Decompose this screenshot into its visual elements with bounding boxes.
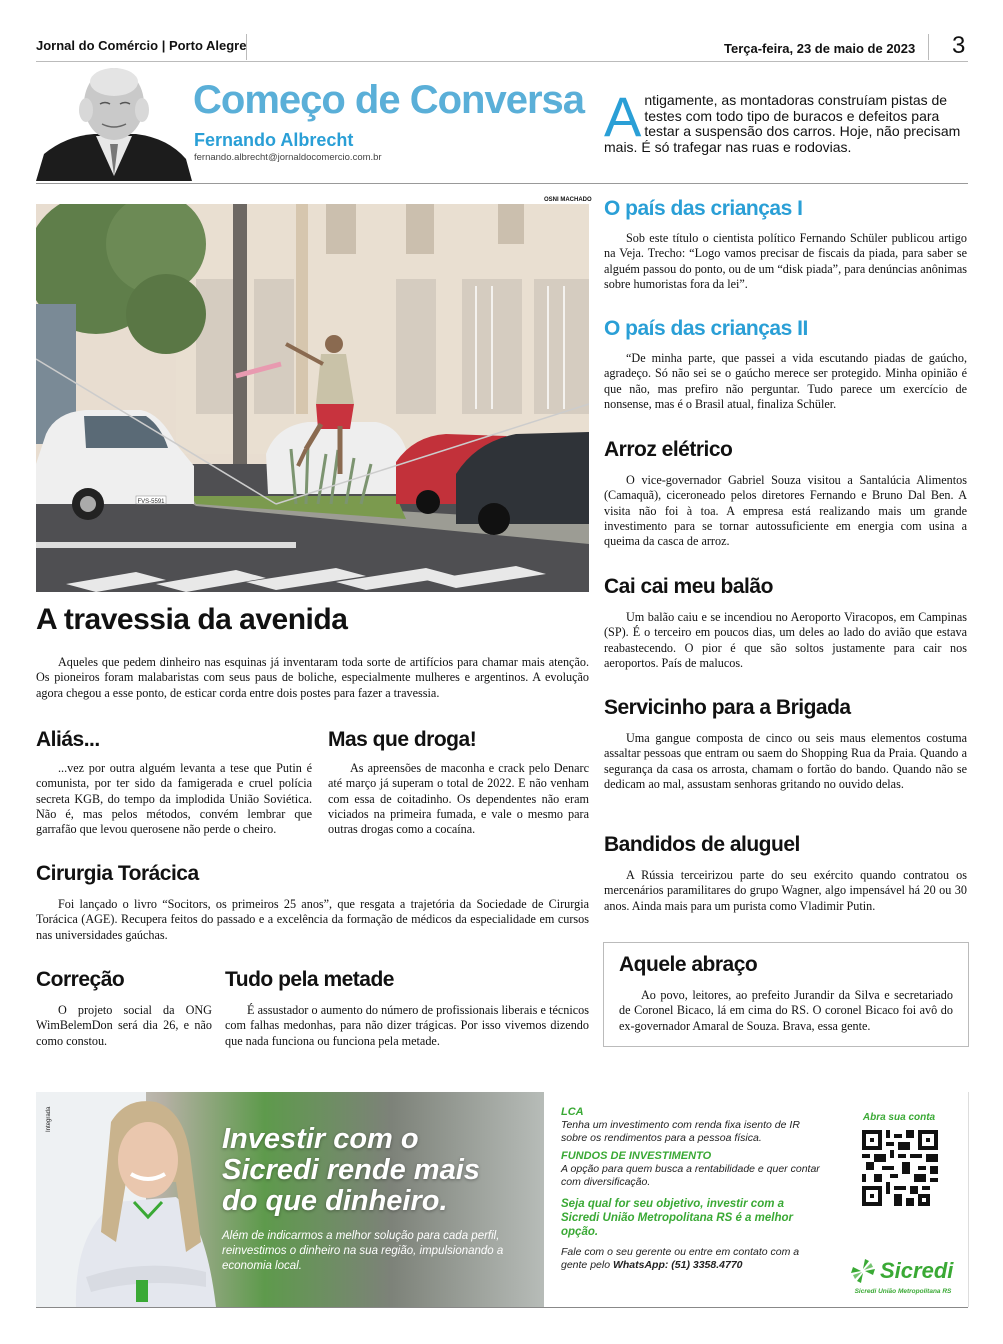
street-photo bbox=[36, 204, 589, 592]
ad-photo bbox=[36, 1092, 544, 1307]
note-headline: Mas que droga! bbox=[328, 728, 477, 751]
note-body: Uma gangue composta de cinco ou seis maus elementos costuma assaltar pessoas que entram ou saem do Shopping Rua da Praia. Quando a segurança da casa os arrosta, chamam o fortão do bando. Quando não se dedicam ao mal, assustam senhoras gritando no ouvido delas. bbox=[604, 731, 967, 791]
product-text: A opção para quem busca a rentabilidade e quer contar com diversificação. bbox=[561, 1163, 820, 1188]
qr-label: Abra sua conta bbox=[862, 1112, 936, 1123]
header-divider bbox=[246, 34, 247, 60]
note-headline: Correção bbox=[36, 968, 125, 991]
license-plate: FVS-5591 bbox=[137, 499, 165, 505]
note-headline: O país das crianças I bbox=[604, 197, 803, 220]
ad-subtext: Além de indicarmos a melhor solução para cada perfil, reinvestimos o dinheiro na sua região, impulsionando a economia local. bbox=[222, 1230, 504, 1272]
note-body: É assustador o aumento do número de profissionais liberais e técnicos com falhas medonhas, para não dizer trágicas. Por isso vivemos dizendo que nada funciona ou funciona pela metade. bbox=[225, 1003, 589, 1048]
note-body: O projeto social da ONG WimBelemDon será dia 26, e não como constou. bbox=[36, 1003, 212, 1048]
page-number: 3 bbox=[952, 32, 966, 59]
note-body: A Rússia terceirizou parte do seu exército quando contratou os mercenários paramilitares do grupo Wagner, algo impensável há 20 ou 30 anos. Ainda mais para um purista como Vladimir Putin. bbox=[604, 868, 967, 913]
ad-tagline: Seja qual for seu objetivo, investir com a Sicredi União Metropolitana RS é a melhor opção. bbox=[561, 1198, 793, 1238]
main-article-body: Aqueles que pedem dinheiro nas esquinas já inventaram toda sorte de artifícios para chamar mais atenção. Os pioneiros foram malabaristas com seus paus de boliche, especialmente mulheres e argentinos. A evolução agora chegou a esse ponto, de esticar corda entre dois postes para fazer a travessia. bbox=[36, 655, 589, 700]
brand-subtitle: Sicredi União Metropolitana RS bbox=[854, 1288, 952, 1295]
note-body: As apreensões de maconha e crack pelo Denarc até março já superam o total de 2022. E não venham com essa de coitadinho. Os dependentes não eram viciados na primeira fumada, e vale o mesmo para outras drogas como a cocaína. bbox=[328, 761, 589, 837]
qr-code[interactable] bbox=[862, 1130, 938, 1211]
note-body: Um balão caiu e se incendiou no Aeroporto Viracopos, em Campinas (SP). É o terceiro em poucos dias, um deles ao lado do avião que estava reabastecendo. O pior é que são soltos justamente para cair nos aeroportos. País de malucos. bbox=[604, 610, 967, 670]
header-rule bbox=[36, 61, 968, 62]
issue-date: Terça-feira, 23 de maio de 2023 bbox=[724, 41, 916, 56]
note-body: Ao povo, leitores, ao prefeito Jurandir da Silva e secretariado de Coronel Bicaco, lá em cima do RS. O coronel Bicaco foi avô do ex-governador Amaral de Souza. Brava, essa gente. bbox=[619, 988, 953, 1033]
note-headline: Cirurgia Torácica bbox=[36, 862, 199, 885]
product-title: FUNDOS DE INVESTIMENTO bbox=[561, 1150, 712, 1162]
note-headline: O país das crianças II bbox=[604, 317, 808, 340]
main-headline: A travessia da avenida bbox=[36, 603, 348, 636]
ad-headline bbox=[222, 1124, 480, 1217]
header-divider bbox=[928, 34, 929, 60]
sicredi-logo bbox=[850, 1258, 953, 1284]
columnist-portrait bbox=[36, 64, 192, 181]
intro-text: ntigamente, as montadoras construíam pistas de testes com todo tipo de buracos e defeitos para testar a suspensão dos carros. Hoje, não precisam mais. É só trafegar nas ruas e rodovias. bbox=[604, 92, 961, 155]
column-title: Começo de Conversa bbox=[193, 78, 585, 122]
ad-headline-line: Investir com o bbox=[222, 1123, 419, 1155]
note-body: “De minha parte, que passei a vida escutando piadas de gaúcho, agradeço. Só não sei se o gaúcho merece ser protegido. Minha opinião é que não, mas prefiro não perguntar. Tudo parece um exercício de nonsense, mas é o Brasil atual, finaliza Schüler. bbox=[604, 351, 967, 411]
whatsapp-number[interactable]: WhatsApp: (51) 3358.4770 bbox=[612, 1259, 743, 1271]
author-email[interactable]: fernando.albrecht@jornaldocomercio.com.br bbox=[194, 152, 382, 163]
note-body: Foi lançado o livro “Socitors, os primeiros 25 anos”, que resgata a trajetória da Sociedade de Cirurgia Torácica (AGE). Recupera feitos do passado e a excelência da formação de médicos da especialidade em cursos nas universidades gaúchas. bbox=[36, 897, 589, 942]
note-headline: Bandidos de aluguel bbox=[604, 833, 800, 856]
sicredi-advertisement[interactable] bbox=[36, 1092, 968, 1308]
section-rule bbox=[36, 183, 968, 184]
boxed-note bbox=[603, 942, 969, 1047]
product-title: LCA bbox=[561, 1106, 584, 1118]
note-headline: Servicinho para a Brigada bbox=[604, 696, 851, 719]
ad-info-panel bbox=[544, 1092, 969, 1307]
drop-cap: A bbox=[604, 85, 642, 148]
note-headline: Cai cai meu balão bbox=[604, 575, 773, 598]
ad-headline-line: Sicredi rende mais bbox=[222, 1154, 480, 1186]
note-headline: Tudo pela metade bbox=[225, 968, 394, 991]
ad-contact bbox=[561, 1246, 823, 1272]
note-headline: Aliás... bbox=[36, 728, 100, 751]
photo-credit: OSNI MACHADO bbox=[544, 197, 592, 203]
contact-text: Fale com o seu gerente ou entre em contato com a gente pelo bbox=[561, 1246, 800, 1271]
product-text: Tenha um investimento com renda fixa isento de IR sobre os rendimentos para a pessoa física. bbox=[561, 1119, 800, 1144]
ad-headline-line: do que dinheiro. bbox=[222, 1185, 448, 1217]
column-intro bbox=[604, 85, 966, 155]
note-body: ...vez por outra alguém levanta a tese que Putin é comunista, por ter sido da famigerada e cruel polícia secreta KGB, do tempo da implodida União Soviética. Não é, mas pelos métodos, convém lembrar que garrafão que levou querosene não perde o cheiro. bbox=[36, 761, 312, 837]
column-author: Fernando Albrecht bbox=[194, 130, 354, 150]
note-headline: Aquele abraço bbox=[619, 953, 758, 976]
publication-name: Jornal do Comércio | Porto Alegre bbox=[36, 38, 247, 53]
note-body: Sob este título o cientista político Fernando Schüler publicou artigo na Veja. Trecho: “Logo vamos precisar de fiscais da piada, para saber se alguém passou do ponto, ou de um “disk piada”, para denúncias anônimas sobre humoristas fora da lei”. bbox=[604, 231, 967, 291]
note-headline: Arroz elétrico bbox=[604, 438, 733, 461]
agency-credit: Integrada bbox=[46, 1106, 52, 1132]
brand-name: Sicredi bbox=[880, 1258, 954, 1283]
note-body: O vice-governador Gabriel Souza visitou a Santalúcia Alimentos (Camaquã), ciceroneado pelos diretores Fernando e Bruno Dal Ben. A visita não foi à toa. A empresa está realizando mais um grande investimento para se tornar autossuficiente em energia com usina a queima da casca de arroz. bbox=[604, 473, 967, 549]
sicredi-leaf-icon bbox=[850, 1258, 876, 1284]
